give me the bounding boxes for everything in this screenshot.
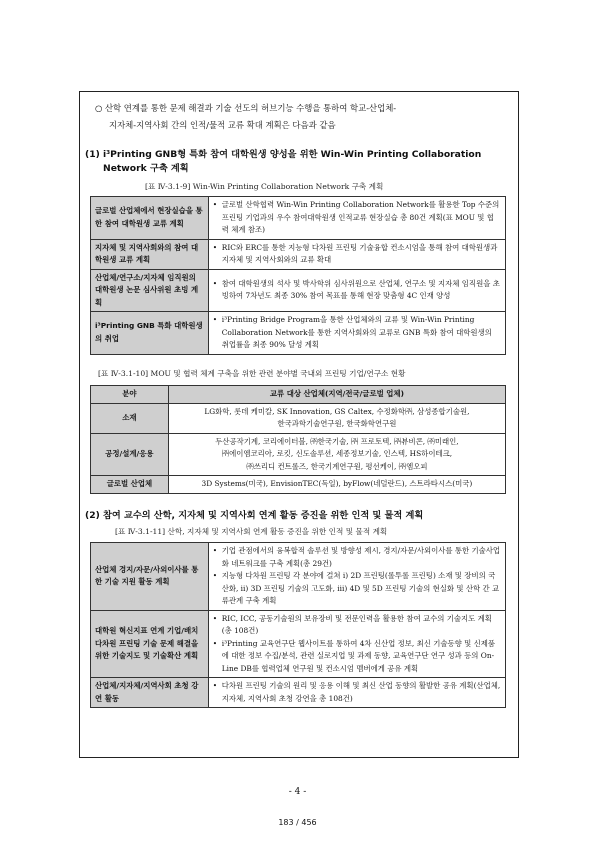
row-label: 지자체 및 지역사회와의 참여 대학원생 교류 계획 [91,239,209,269]
bullet-item: • 지능형 다차원 프린팅 각 분야에 걸쳐 ⅰ) 2D 프린팅(롤투롤 프린팅) 소재 및 장비의 국산화, ⅱ) 3D 프린팅 기술의 고도화, ⅲ) 4D 및 5D 프린팅 기술의 현실화 및 산학 간 교류관계 구축 계획 [213,570,501,608]
row-desc [208,610,505,678]
row-companies [168,433,505,476]
companies-line: ㈜에이엠코리아, 로킷, 신도솔루션, 세종정보기술, 인스텍, HS하이테크, [221,449,453,458]
companies-line: 두산공작기계, 코리에이터블, ㈜한국기술, ㈜ 프로토텍, ㈜뷰비콘, ㈜미래인, [215,436,459,446]
section-1-title-line-1: (1) i³Printing GNB형 특화 참여 대학원생 양성을 위한 Win-Win Printing Collaboration [85,149,482,160]
row-label: 산업체/지자체/지역사회 초청 강연 활동 [91,678,209,708]
table-2-caption: [표 Ⅳ-3.1-10] MOU 및 협력 체계 구축을 위한 관련 분야별 국내외 프린팅 기업/연구소 현황 [98,369,406,378]
bullet-item: • 기업 관점에서의 융복합적 솔루션 및 방향성 제시, 경지/자문/사외이사를 통한 기술사업화 네트워크를 구축 계획(총 29건) [213,545,501,570]
row-desc [208,678,505,708]
table-row [91,197,506,240]
section-1-title-line-2: Network 구축 계획 [103,163,189,174]
table-row [91,312,506,355]
row-desc [208,543,505,611]
row-field: 글로벌 산업체 [91,476,169,494]
row-companies [168,403,505,433]
table-3 [90,542,506,708]
column-header-companies: 교류 대상 산업체(지역/전국/글로벌 업체) [168,386,505,404]
table-2 [90,385,506,494]
bullet-item: • i³Printing 교육연구단 웹사이트를 통하여 4차 신산업 정보, 최신 기술동향 및 신제품에 대한 정보 수집/분석, 관련 실로지업 및 과제 동향, 교육연구단 연구 성과 등의 On-Line DB를 협력업체 연구원 및 컨소시엄 멤버에게 공유 계획 [213,638,501,676]
bullet-item: • i³Printing Bridge Program을 통한 산업체와의 교류 및 Win-Win Printing Collaboration Network를 통한 지역사회와의 교류로 GNB 특화 참여 대학원생의 취업률을 최종 90% 달성 계획 [213,314,501,352]
row-desc [208,312,505,355]
table-row [91,239,506,269]
bullet-item: • 다차원 프린팅 기술의 원리 및 응용 이해 및 최신 산업 동향의 활발한 공유 계획(산업체, 지자체, 지역사회 초청 강연을 총 108건) [213,680,501,705]
bullet-item: • 참여 대학원생의 석사 및 박사학위 심사위원으로 산업체, 연구소 및 지자체 임직원을 초빙하여 7차년도 최종 30% 참여 목표를 통해 현장 맞춤형 4C 인재 양성 [213,278,501,303]
companies-line: ㈜쓰리디 컨트롤즈, 한국기계연구원, 평선케이, ㈜엠오피 [246,461,428,471]
table-1-caption: [표 Ⅳ-3.1-9] Win-Win Printing Collaboration Network 구축 계획 [145,182,384,191]
companies-line: 3D Systems(미국), EnvisionTEC(독일), byFlow(네덜란드), 스트라타시스(미국) [201,479,473,488]
table-1 [90,196,506,355]
row-label: 산업체 경지/자문/사외이사를 통한 기술 지원 활동 계획 [91,543,209,611]
intro-line-1: ○ 산학 연계를 통한 문제 해결과 기술 선도의 허브기능 수행을 통하여 학교-산업체- [95,103,397,113]
bullet-item: • RIC와 ERC를 통한 지능형 다차원 프린팅 기술융합 컨소시엄을 통해 참여 대학원생과 지자체 및 지역사회와의 교류 확대 [213,242,501,267]
section-1-heading [85,148,515,176]
bullet-item: • 글로벌 산학협력 Win-Win Printing Collaboration Network를 활용한 Top 수준의 프린팅 기업과의 우수 참여대학원생 인적교류 현장실습 총 80건 계획(표 MOU 및 협력 체계 참조) [213,199,501,237]
intro-paragraph [95,100,515,134]
row-desc [208,269,505,312]
table-row [91,610,506,678]
table-row [91,543,506,611]
row-field: 소재 [91,403,169,433]
column-header-field: 분야 [91,386,169,404]
page-counter: 183 / 456 [278,818,317,827]
row-label: i³Printing GNB 특화 대학원생의 취업 [91,312,209,355]
page-number: - 4 - [288,787,307,797]
row-desc [208,197,505,240]
table-row [91,269,506,312]
companies-line: LG화학, 롯데 케미칼, SK Innovation, GS Caltex, 수정화학㈜, 삼성종합기술원, [204,406,470,416]
row-field: 공정/설계/응용 [91,433,169,476]
table-row [91,678,506,708]
table-row [91,403,506,433]
row-companies [168,476,505,494]
bullet-item: • RIC, ICC, 공동기술원의 보유장비 및 전문인력을 활용한 참여 교수의 기술지도 계획(총 108건) [213,613,501,638]
table-3-caption: [표 Ⅳ-3.1-11] 산학, 지자체 및 지역사회 연계 활동 증진을 위한 인적 및 물적 계획 [115,527,388,536]
row-label: 글로벌 산업체에서 현장실습을 통한 참여 대학원생 교류 계획 [91,197,209,240]
section-2-heading: (2) 참여 교수의 산학, 지자체 및 지역사회 연계 활동 증진을 위한 인적 및 물적 계획 [85,510,424,521]
row-desc [208,239,505,269]
table-row [91,433,506,476]
table-header-row [91,386,506,404]
table-row [91,476,506,494]
companies-line: 한국과학기술연구원, 한국화학연구원 [277,419,397,428]
row-label: 대학원 혁신지표 연계 기업/배치 다차원 프린팅 기술 문제 해결을 위한 기술지도 및 기술확산 계획 [91,610,209,678]
intro-line-2: 지자체-지역사회 간의 인적/물적 교류 확대 계획은 다음과 같음 [109,120,336,130]
row-label: 산업체/연구소/지자체 임직원의 대학원생 논문 심사위원 초빙 계획 [91,269,209,312]
